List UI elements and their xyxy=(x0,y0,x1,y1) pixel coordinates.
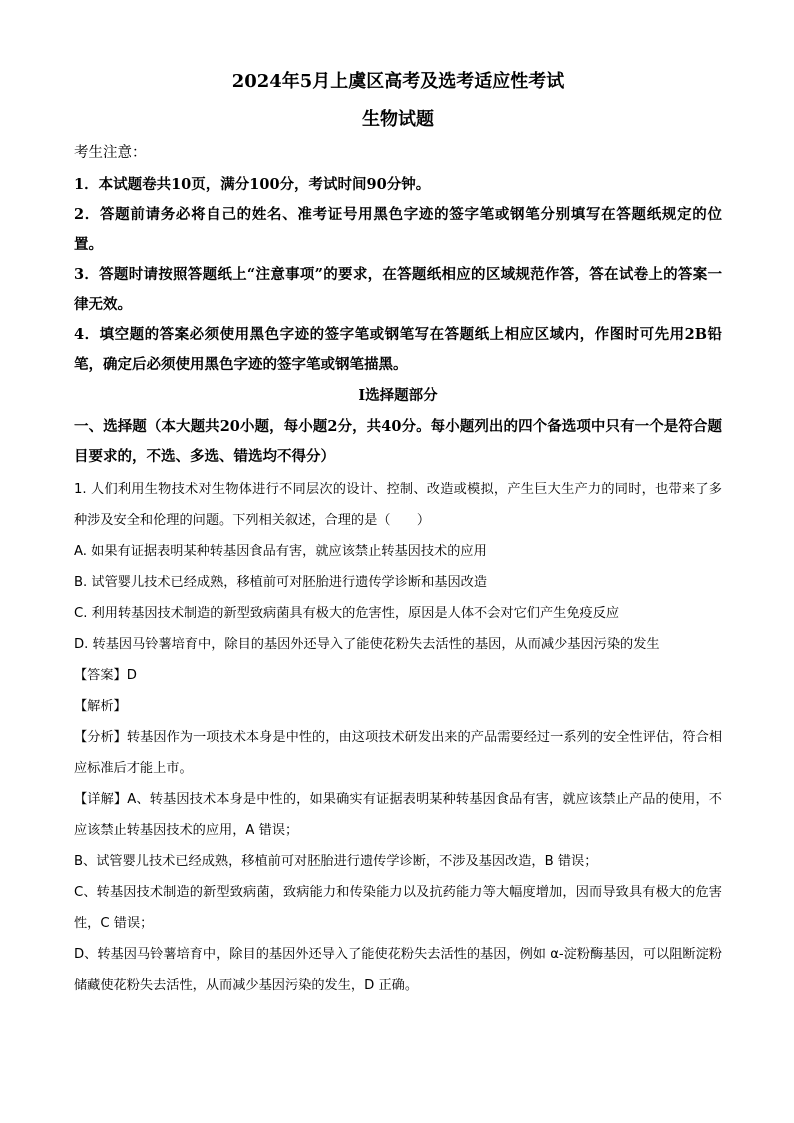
analysis-sub-text: 转基因作为一项技术本身是中性的，由这项技术研发出来的产品需要经过一系列的安全性评估，符合相应标准后才能上市。 xyxy=(74,730,723,776)
notice-item-2: 2．答题前请务必将自己的姓名、准考证号用黑色字迹的签字笔或钢笔分别填写在答题纸规定的位置。 xyxy=(74,206,722,253)
question-1-option-d: D. 转基因马铃薯培育中，除目的基因外还导入了能使花粉失去活性的基因，从而减少基因污染的发生 xyxy=(74,637,660,652)
detail-tag: 【详解】 xyxy=(74,792,128,807)
exam-subtitle: 生物试题 xyxy=(362,109,434,130)
analysis-summary xyxy=(74,722,722,784)
detail-item-d: D、转基因马铃薯培育中，除目的基因外还导入了能使花粉失去活性的基因，例如 α-淀粉酶基因，可以阻断淀粉储藏使花粉失去活性，从而减少基因污染的发生，D 正确。 xyxy=(74,947,722,993)
question-1-option-b: B. 试管婴儿技术已经成熟，移植前可对胚胎进行遗传学诊断和基因改造 xyxy=(74,575,488,590)
answer-value: D xyxy=(126,668,137,683)
analysis-sub-tag: 【分析】 xyxy=(74,730,127,745)
notice-heading: 考生注意： xyxy=(74,145,147,161)
question-1-option-a: A. 如果有证据表明某种转基因食品有害，就应该禁止转基因技术的应用 xyxy=(74,544,487,559)
detail-item-a-text: A、转基因技术本身是中性的，如果确实有证据表明某种转基因食品有害，就应该禁止产品的使用，不应该禁止转基因技术的应用，A 错误； xyxy=(74,792,722,838)
exam-title: 2024年5月上虞区高考及选考适应性考试 xyxy=(231,71,565,92)
detail-item-c: C、转基因技术制造的新型致病菌，致病能力和传染能力以及抗药能力等大幅度增加，因而导致具有极大的危害性，C 错误； xyxy=(74,885,722,931)
section-description: 一、选择题（本大题共20小题，每小题2分，共40分。每小题列出的四个备选项中只有一个是符合题目要求的，不选、多选、错选均不得分） xyxy=(74,418,722,465)
answer-tag: 【答案】 xyxy=(74,668,127,683)
notice-item-4: 4．填空题的答案必须使用黑色字迹的签字笔或钢笔写在答题纸上相应区域内，作图时可先用2B铅笔，确定后必须使用黑色字迹的签字笔或钢笔描黑。 xyxy=(74,326,722,373)
analysis-tag: 【解析】 xyxy=(74,699,127,714)
answer-line xyxy=(74,660,722,691)
notice-item-1: 1．本试题卷共10页，满分100分，考试时间90分钟。 xyxy=(74,176,431,193)
detail-item-a xyxy=(74,784,722,846)
question-1-stem: 1. 人们利用生物技术对生物体进行不同层次的设计、控制、改造或模拟，产生巨大生产力的同时，也带来了多种涉及安全和伦理的问题。下列相关叙述，合理的是（ ） xyxy=(74,482,722,528)
section-heading: Ⅰ选择题部分 xyxy=(358,387,438,404)
notice-item-3: 3．答题时请按照答题纸上“注意事项”的要求，在答题纸相应的区域规范作答，答在试卷上的答案一律无效。 xyxy=(74,266,722,313)
question-1-option-c: C. 利用转基因技术制造的新型致病菌具有极大的危害性，原因是人体不会对它们产生免疫反应 xyxy=(74,606,620,621)
detail-item-b: B、试管婴儿技术已经成熟，移植前可对胚胎进行遗传学诊断，不涉及基因改造，B 错误； xyxy=(74,854,598,869)
